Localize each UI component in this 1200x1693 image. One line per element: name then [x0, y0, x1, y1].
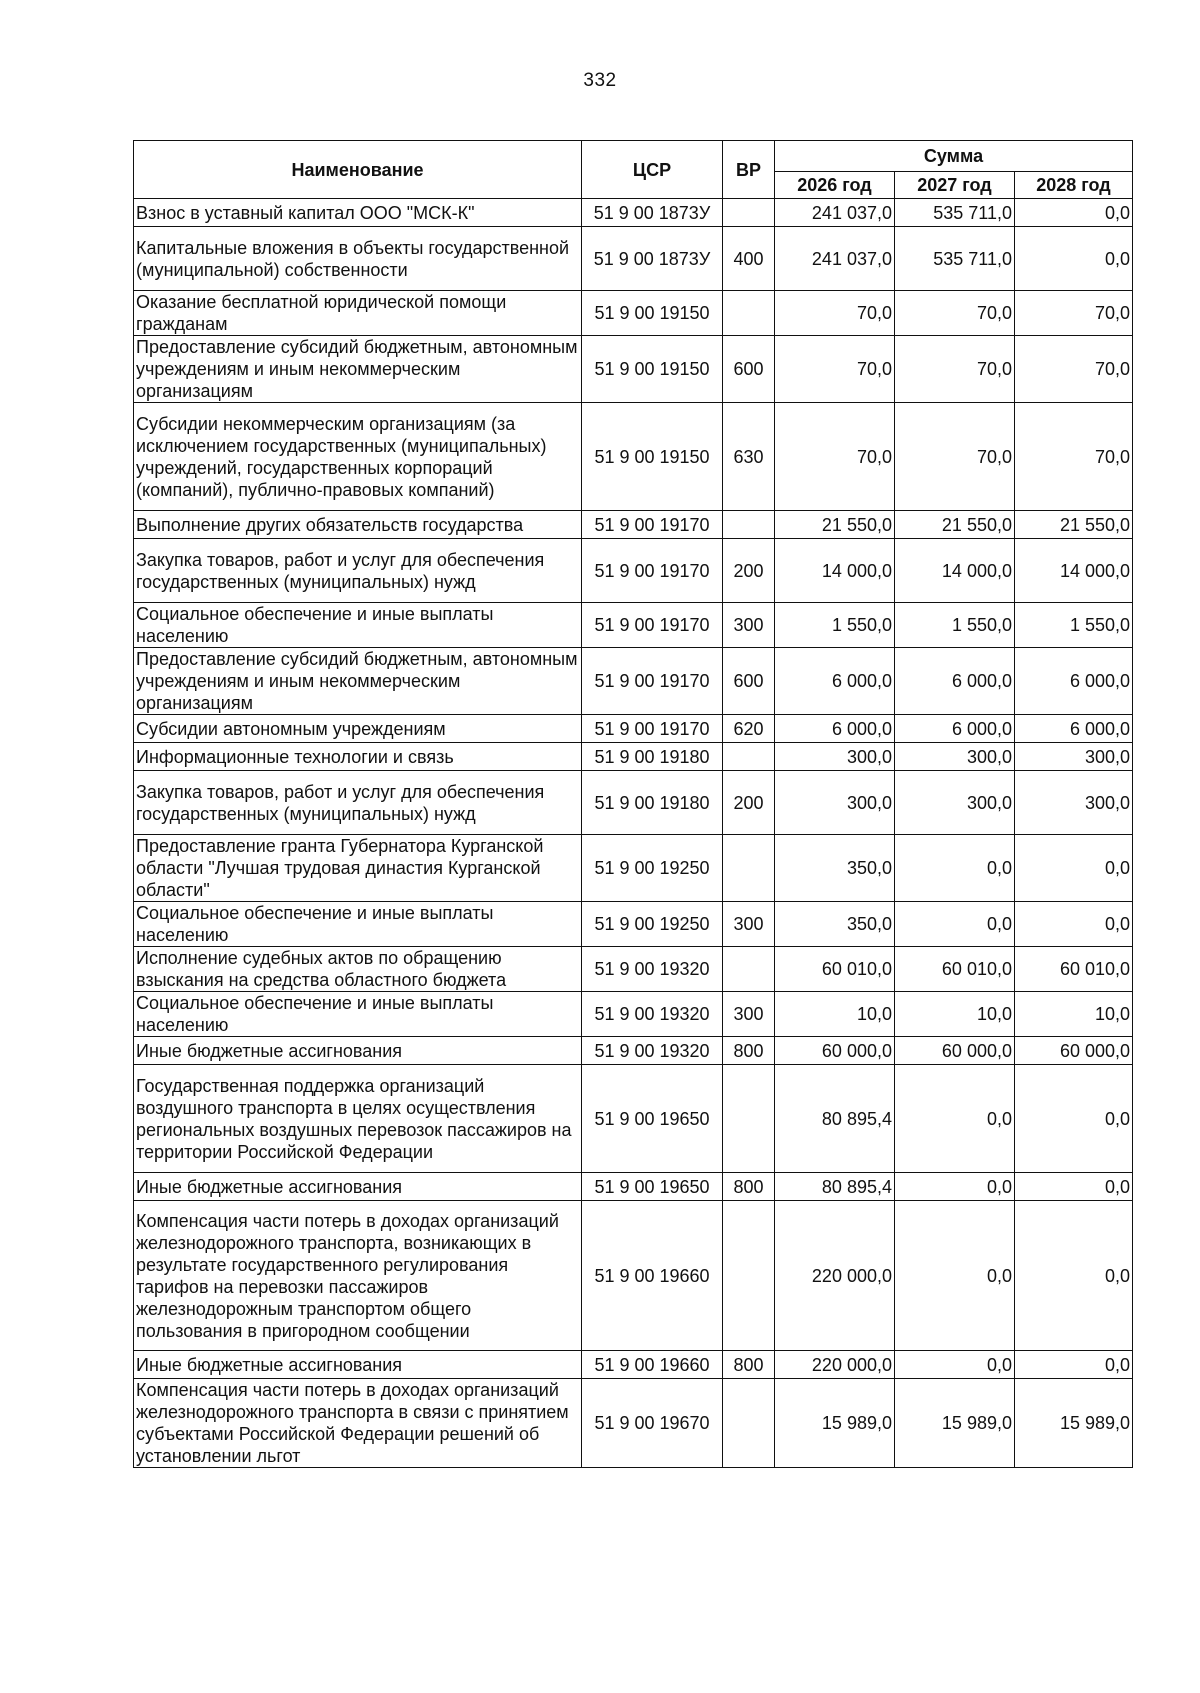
row-amount-2028-cell: 0,0	[1015, 1201, 1133, 1351]
row-csr-cell: 51 9 00 19650	[582, 1173, 723, 1201]
row-amount-2026-cell: 80 895,4	[775, 1065, 895, 1173]
row-amount-2026-cell: 10,0	[775, 992, 895, 1037]
row-csr-cell: 51 9 00 19660	[582, 1201, 723, 1351]
row-amount-2027-cell: 70,0	[895, 291, 1015, 336]
budget-table	[133, 140, 1133, 1468]
row-amount-2027-cell: 0,0	[895, 902, 1015, 947]
row-amount-2028-cell: 0,0	[1015, 1173, 1133, 1201]
row-amount-2027-cell: 60 000,0	[895, 1037, 1015, 1065]
table-row	[134, 648, 1133, 715]
row-name-cell: Иные бюджетные ассигнования	[134, 1351, 582, 1379]
row-amount-2028-cell: 0,0	[1015, 227, 1133, 291]
row-vr-cell: 800	[723, 1351, 775, 1379]
row-amount-2026-cell: 70,0	[775, 403, 895, 511]
row-amount-2028-cell: 0,0	[1015, 835, 1133, 902]
row-amount-2026-cell: 350,0	[775, 902, 895, 947]
table-row	[134, 947, 1133, 992]
table-row	[134, 199, 1133, 227]
row-vr-cell: 620	[723, 715, 775, 743]
table-row	[134, 1065, 1133, 1173]
row-name-cell: Капитальные вложения в объекты государственной (муниципальной) собственности	[134, 227, 582, 291]
table-row	[134, 603, 1133, 648]
row-name-cell: Компенсация части потерь в доходах организаций железнодорожного транспорта в связи с принятием субъектами Российской Федерации решений об установлении льгот	[134, 1379, 582, 1468]
row-vr-cell	[723, 1065, 775, 1173]
row-csr-cell: 51 9 00 19170	[582, 511, 723, 539]
row-amount-2027-cell: 14 000,0	[895, 539, 1015, 603]
row-amount-2026-cell: 15 989,0	[775, 1379, 895, 1468]
row-name-cell: Закупка товаров, работ и услуг для обеспечения государственных (муниципальных) нужд	[134, 539, 582, 603]
row-amount-2028-cell: 0,0	[1015, 199, 1133, 227]
row-csr-cell: 51 9 00 19180	[582, 743, 723, 771]
row-amount-2028-cell: 60 000,0	[1015, 1037, 1133, 1065]
row-csr-cell: 51 9 00 19150	[582, 403, 723, 511]
table-row	[134, 1173, 1133, 1201]
table-row	[134, 743, 1133, 771]
row-name-cell: Субсидии некоммерческим организациям (за исключением государственных (муниципальных) учреждений, государственных корпораций (компаний), публично-правовых компаний)	[134, 403, 582, 511]
row-vr-cell: 300	[723, 902, 775, 947]
row-vr-cell	[723, 199, 775, 227]
row-csr-cell: 51 9 00 19150	[582, 291, 723, 336]
page-number: 332	[583, 70, 617, 91]
row-csr-cell: 51 9 00 1873У	[582, 227, 723, 291]
row-amount-2026-cell: 70,0	[775, 336, 895, 403]
table-row	[134, 715, 1133, 743]
row-amount-2028-cell: 300,0	[1015, 743, 1133, 771]
row-name-cell: Социальное обеспечение и иные выплаты населению	[134, 603, 582, 648]
row-vr-cell: 200	[723, 771, 775, 835]
row-csr-cell: 51 9 00 19250	[582, 902, 723, 947]
row-csr-cell: 51 9 00 19650	[582, 1065, 723, 1173]
row-amount-2027-cell: 535 711,0	[895, 227, 1015, 291]
row-name-cell: Предоставление субсидий бюджетным, автономным учреждениям и иным некоммерческим организациям	[134, 336, 582, 403]
row-vr-cell: 630	[723, 403, 775, 511]
table-row	[134, 511, 1133, 539]
row-name-cell: Оказание бесплатной юридической помощи гражданам	[134, 291, 582, 336]
row-amount-2027-cell: 0,0	[895, 1065, 1015, 1173]
table-row	[134, 539, 1133, 603]
row-amount-2027-cell: 300,0	[895, 771, 1015, 835]
row-csr-cell: 51 9 00 19250	[582, 835, 723, 902]
row-vr-cell	[723, 511, 775, 539]
row-vr-cell	[723, 1379, 775, 1468]
row-amount-2026-cell: 220 000,0	[775, 1351, 895, 1379]
row-name-cell: Информационные технологии и связь	[134, 743, 582, 771]
row-amount-2028-cell: 60 010,0	[1015, 947, 1133, 992]
header-year-2028: 2028 год	[1015, 172, 1133, 199]
row-amount-2028-cell: 14 000,0	[1015, 539, 1133, 603]
row-amount-2026-cell: 6 000,0	[775, 715, 895, 743]
row-amount-2027-cell: 0,0	[895, 835, 1015, 902]
row-vr-cell: 600	[723, 336, 775, 403]
row-amount-2026-cell: 300,0	[775, 771, 895, 835]
row-amount-2026-cell: 220 000,0	[775, 1201, 895, 1351]
row-amount-2027-cell: 10,0	[895, 992, 1015, 1037]
row-vr-cell: 800	[723, 1037, 775, 1065]
row-vr-cell	[723, 1201, 775, 1351]
row-amount-2026-cell: 60 000,0	[775, 1037, 895, 1065]
table-row	[134, 835, 1133, 902]
row-csr-cell: 51 9 00 19170	[582, 648, 723, 715]
table-row	[134, 336, 1133, 403]
row-name-cell: Государственная поддержка организаций воздушного транспорта в целях осуществления региональных воздушных перевозок пассажиров на территории Российской Федерации	[134, 1065, 582, 1173]
table-row	[134, 1037, 1133, 1065]
row-amount-2026-cell: 60 010,0	[775, 947, 895, 992]
row-amount-2026-cell: 80 895,4	[775, 1173, 895, 1201]
row-amount-2027-cell: 1 550,0	[895, 603, 1015, 648]
row-amount-2028-cell: 0,0	[1015, 1351, 1133, 1379]
row-amount-2028-cell: 15 989,0	[1015, 1379, 1133, 1468]
row-name-cell: Закупка товаров, работ и услуг для обеспечения государственных (муниципальных) нужд	[134, 771, 582, 835]
table-row	[134, 227, 1133, 291]
row-csr-cell: 51 9 00 19320	[582, 992, 723, 1037]
table-row	[134, 291, 1133, 336]
table-row	[134, 902, 1133, 947]
row-csr-cell: 51 9 00 19320	[582, 1037, 723, 1065]
header-year-2027: 2027 год	[895, 172, 1015, 199]
table-row	[134, 1379, 1133, 1468]
row-vr-cell: 400	[723, 227, 775, 291]
row-amount-2027-cell: 0,0	[895, 1351, 1015, 1379]
row-amount-2027-cell: 6 000,0	[895, 648, 1015, 715]
table-row	[134, 992, 1133, 1037]
row-amount-2026-cell: 1 550,0	[775, 603, 895, 648]
row-amount-2028-cell: 21 550,0	[1015, 511, 1133, 539]
row-vr-cell: 200	[723, 539, 775, 603]
row-csr-cell: 51 9 00 19170	[582, 539, 723, 603]
row-csr-cell: 51 9 00 19670	[582, 1379, 723, 1468]
row-name-cell: Субсидии автономным учреждениям	[134, 715, 582, 743]
row-amount-2026-cell: 300,0	[775, 743, 895, 771]
row-amount-2027-cell: 15 989,0	[895, 1379, 1015, 1468]
row-name-cell: Взнос в уставный капитал ООО "МСК-К"	[134, 199, 582, 227]
row-name-cell: Социальное обеспечение и иные выплаты населению	[134, 902, 582, 947]
row-csr-cell: 51 9 00 1873У	[582, 199, 723, 227]
row-vr-cell: 800	[723, 1173, 775, 1201]
row-vr-cell	[723, 743, 775, 771]
row-vr-cell	[723, 947, 775, 992]
row-amount-2028-cell: 70,0	[1015, 336, 1133, 403]
row-amount-2028-cell: 300,0	[1015, 771, 1133, 835]
row-amount-2028-cell: 0,0	[1015, 902, 1133, 947]
row-amount-2026-cell: 14 000,0	[775, 539, 895, 603]
row-amount-2027-cell: 535 711,0	[895, 199, 1015, 227]
row-amount-2026-cell: 70,0	[775, 291, 895, 336]
row-amount-2028-cell: 70,0	[1015, 403, 1133, 511]
row-amount-2027-cell: 0,0	[895, 1201, 1015, 1351]
row-csr-cell: 51 9 00 19660	[582, 1351, 723, 1379]
row-amount-2027-cell: 0,0	[895, 1173, 1015, 1201]
header-vr: ВР	[723, 141, 775, 199]
row-amount-2027-cell: 6 000,0	[895, 715, 1015, 743]
row-vr-cell: 300	[723, 992, 775, 1037]
row-csr-cell: 51 9 00 19150	[582, 336, 723, 403]
header-sum: Сумма	[775, 141, 1133, 172]
row-name-cell: Компенсация части потерь в доходах организаций железнодорожного транспорта, возникающих в результате государственного регулирования тарифов на перевозки пассажиров железнодорожным транспортом общего пользования в пригородном сообщении	[134, 1201, 582, 1351]
row-amount-2028-cell: 10,0	[1015, 992, 1133, 1037]
row-amount-2028-cell: 0,0	[1015, 1065, 1133, 1173]
table-row	[134, 771, 1133, 835]
row-amount-2028-cell: 1 550,0	[1015, 603, 1133, 648]
row-amount-2026-cell: 241 037,0	[775, 199, 895, 227]
row-vr-cell: 300	[723, 603, 775, 648]
row-amount-2027-cell: 21 550,0	[895, 511, 1015, 539]
row-name-cell: Иные бюджетные ассигнования	[134, 1037, 582, 1065]
row-name-cell: Социальное обеспечение и иные выплаты населению	[134, 992, 582, 1037]
row-csr-cell: 51 9 00 19170	[582, 603, 723, 648]
row-csr-cell: 51 9 00 19320	[582, 947, 723, 992]
header-year-2026: 2026 год	[775, 172, 895, 199]
row-vr-cell	[723, 291, 775, 336]
row-name-cell: Предоставление субсидий бюджетным, автономным учреждениям и иным некоммерческим организациям	[134, 648, 582, 715]
row-amount-2028-cell: 6 000,0	[1015, 715, 1133, 743]
row-amount-2027-cell: 70,0	[895, 403, 1015, 511]
row-amount-2026-cell: 241 037,0	[775, 227, 895, 291]
row-csr-cell: 51 9 00 19170	[582, 715, 723, 743]
row-vr-cell: 600	[723, 648, 775, 715]
header-csr: ЦСР	[582, 141, 723, 199]
table-body	[134, 199, 1133, 1468]
row-amount-2028-cell: 6 000,0	[1015, 648, 1133, 715]
row-amount-2028-cell: 70,0	[1015, 291, 1133, 336]
row-name-cell: Предоставление гранта Губернатора Курганской области "Лучшая трудовая династия Курганской области"	[134, 835, 582, 902]
row-name-cell: Выполнение других обязательств государства	[134, 511, 582, 539]
table-header	[134, 141, 1133, 199]
row-amount-2027-cell: 70,0	[895, 336, 1015, 403]
row-name-cell: Иные бюджетные ассигнования	[134, 1173, 582, 1201]
table-row	[134, 1201, 1133, 1351]
table-row	[134, 1351, 1133, 1379]
row-vr-cell	[723, 835, 775, 902]
row-amount-2026-cell: 6 000,0	[775, 648, 895, 715]
row-name-cell: Исполнение судебных актов по обращению взыскания на средства областного бюджета	[134, 947, 582, 992]
row-csr-cell: 51 9 00 19180	[582, 771, 723, 835]
row-amount-2027-cell: 60 010,0	[895, 947, 1015, 992]
table-row	[134, 403, 1133, 511]
row-amount-2027-cell: 300,0	[895, 743, 1015, 771]
row-amount-2026-cell: 350,0	[775, 835, 895, 902]
row-amount-2026-cell: 21 550,0	[775, 511, 895, 539]
header-name: Наименование	[134, 141, 582, 199]
